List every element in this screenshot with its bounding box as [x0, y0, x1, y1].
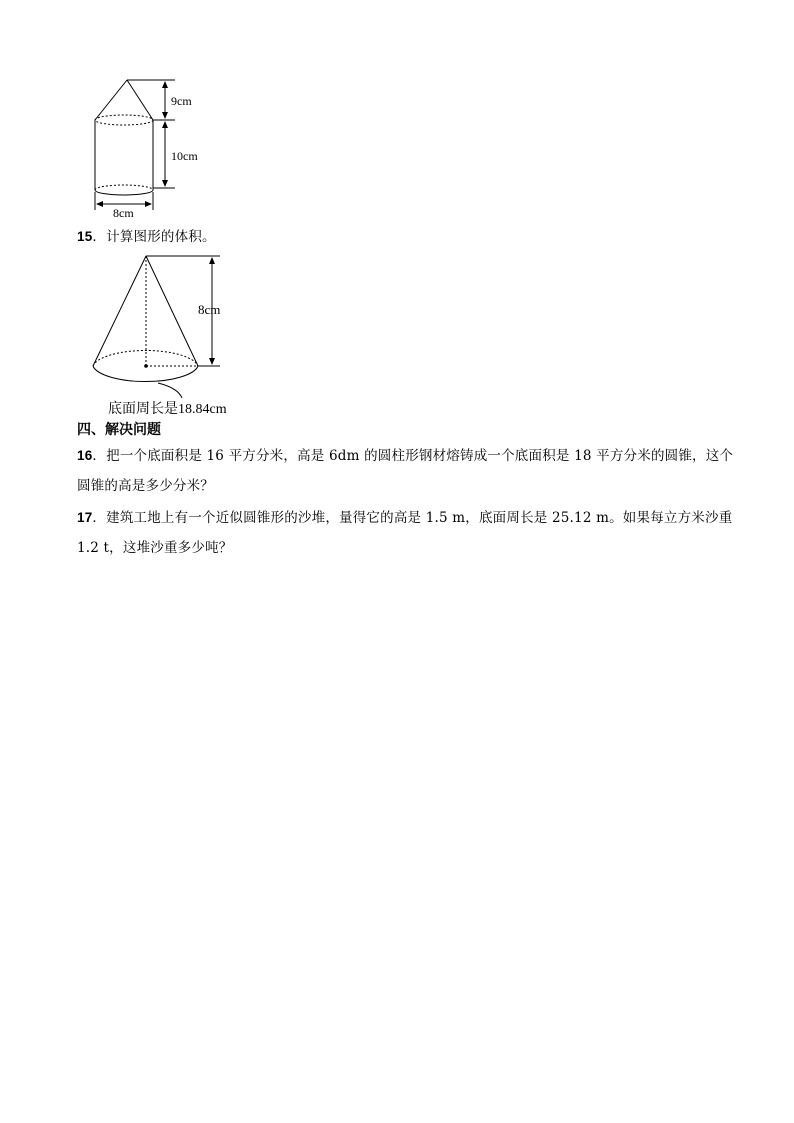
cone-cylinder-figure [85, 72, 215, 220]
base-center-dot [144, 364, 148, 368]
question-number: 15 [77, 229, 93, 244]
base-ellipse-front [93, 366, 198, 382]
cone-left-edge [95, 80, 127, 120]
cone-figure [86, 250, 256, 418]
question-text: ．计算图形的体积。 [92, 229, 216, 245]
top-height-label: 9cm [171, 94, 192, 108]
cone-right-edge [146, 256, 198, 366]
question-text: ．建筑工地上有一个近似圆锥形的沙堆，量得它的高是 1.5 m，底面周长是 25.12 m。如果每立方米沙重 1.2 t，这堆沙重多少吨？ [77, 510, 733, 556]
question-number: 17 [77, 510, 93, 525]
bottom-ellipse-front [95, 190, 153, 195]
cone-right-edge [127, 80, 153, 120]
cone-left-edge [93, 256, 146, 366]
question-15 [77, 222, 742, 252]
question-17 [77, 503, 742, 563]
diameter-label: 8cm [113, 206, 134, 220]
bottom-ellipse-back [95, 185, 153, 190]
cone-height-label: 8cm [198, 302, 221, 317]
question-text: ．把一个底面积是 16 平方分米，高是 6dm 的圆柱形钢材熔铸成一个底面积是 18 平方分米的圆锥，这个圆锥的高是多少分米？ [77, 448, 734, 494]
cone-caption: 底面周长是18.84cm [108, 402, 227, 417]
cyl-height-label: 10cm [171, 149, 198, 163]
question-number: 16 [77, 448, 93, 463]
top-ellipse [95, 115, 153, 125]
question-16 [77, 441, 742, 501]
caption-leader [158, 383, 182, 398]
section-heading: 四、解决问题 [77, 422, 161, 438]
